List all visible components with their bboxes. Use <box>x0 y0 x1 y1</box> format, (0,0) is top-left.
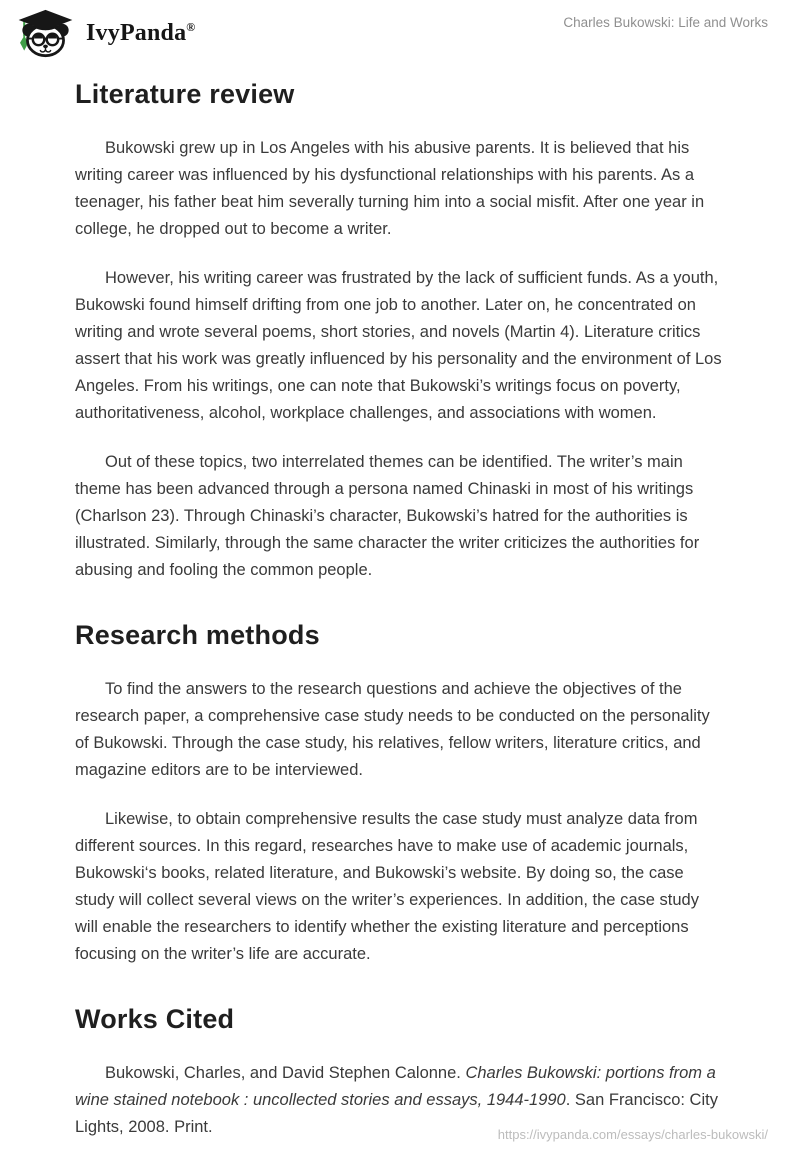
paragraph: To find the answers to the research questions and achieve the objectives of the research paper, a comprehensive case study needs to be conducted on the personality of Bukowski. Through the case study, his relatives, fellow writers, literature critics, and magazine editors are to be interviewed. <box>75 680 710 780</box>
ivypanda-logo[interactable] <box>14 8 195 58</box>
registered-mark: ® <box>186 20 196 34</box>
citation-book-title: Charles Bukowski: portions from a wine stained notebook : uncollected stories and essays, 1944-1990 <box>75 1064 716 1110</box>
paragraph: Bukowski grew up in Los Angeles with his abusive parents. It is believed that his writing career was influenced by his dysfunctional relationships with his parents. As a teenager, his father beat him severally turning him into a social misfit. After one year in college, he dropped out to become a writer. <box>75 139 705 239</box>
page-header <box>0 0 800 58</box>
section-heading-works-cited: Works Cited <box>75 1004 235 1035</box>
citation-suffix: . San Francisco: City Lights, 2008. Print. <box>75 1091 718 1137</box>
paragraph: Likewise, to obtain comprehensive results the case study must analyze data from different sources. In this regard, researches have to make use of academic journals, Bukowski‘s books, related literature, and Bukowski’s website. By doing so, the case study will collect several views on the writer’s experiences. In addition, the case study will enable the researchers to identify whether the existing literature and perceptions focusing on the writer’s life are accurate. <box>75 810 699 964</box>
citation-prefix: Bukowski, Charles, and David Stephen Calonne. <box>105 1064 466 1083</box>
page-footer <box>498 1127 768 1142</box>
document-title: Charles Bukowski: Life and Works <box>563 15 768 30</box>
section-heading-research-methods: Research methods <box>75 620 320 651</box>
paragraph: However, his writing career was frustrated by the lack of sufficient funds. As a youth, Bukowski found himself drifting from one job to another. Later on, he concentrated on writing and wrote several poems, short stories, and novels (Martin 4). Literature critics assert that his work was greatly influenced by his personality and the environment of Los Angeles. From his writings, one can note that Bukowski’s writings focus on poverty, authoritativeness, alcohol, workplace challenges, and associations with women. <box>75 269 722 423</box>
paragraph: Out of these topics, two interrelated themes can be identified. The writer’s main theme has been advanced through a persona named Chinaski in most of his writings (Charlson 23). Through Chinaski’s character, Bukowski’s hatred for the authorities is illustrated. Similarly, through the same character the writer criticizes the authorities for abusing and fooling the common people. <box>75 453 700 580</box>
brand-name: IvyPanda® <box>86 20 196 46</box>
section-heading-literature-review: Literature review <box>75 79 295 109</box>
panda-logo-icon <box>14 8 77 58</box>
essay-content <box>0 79 800 1141</box>
source-url: https://ivypanda.com/essays/charles-bukowski/ <box>497 1127 768 1142</box>
